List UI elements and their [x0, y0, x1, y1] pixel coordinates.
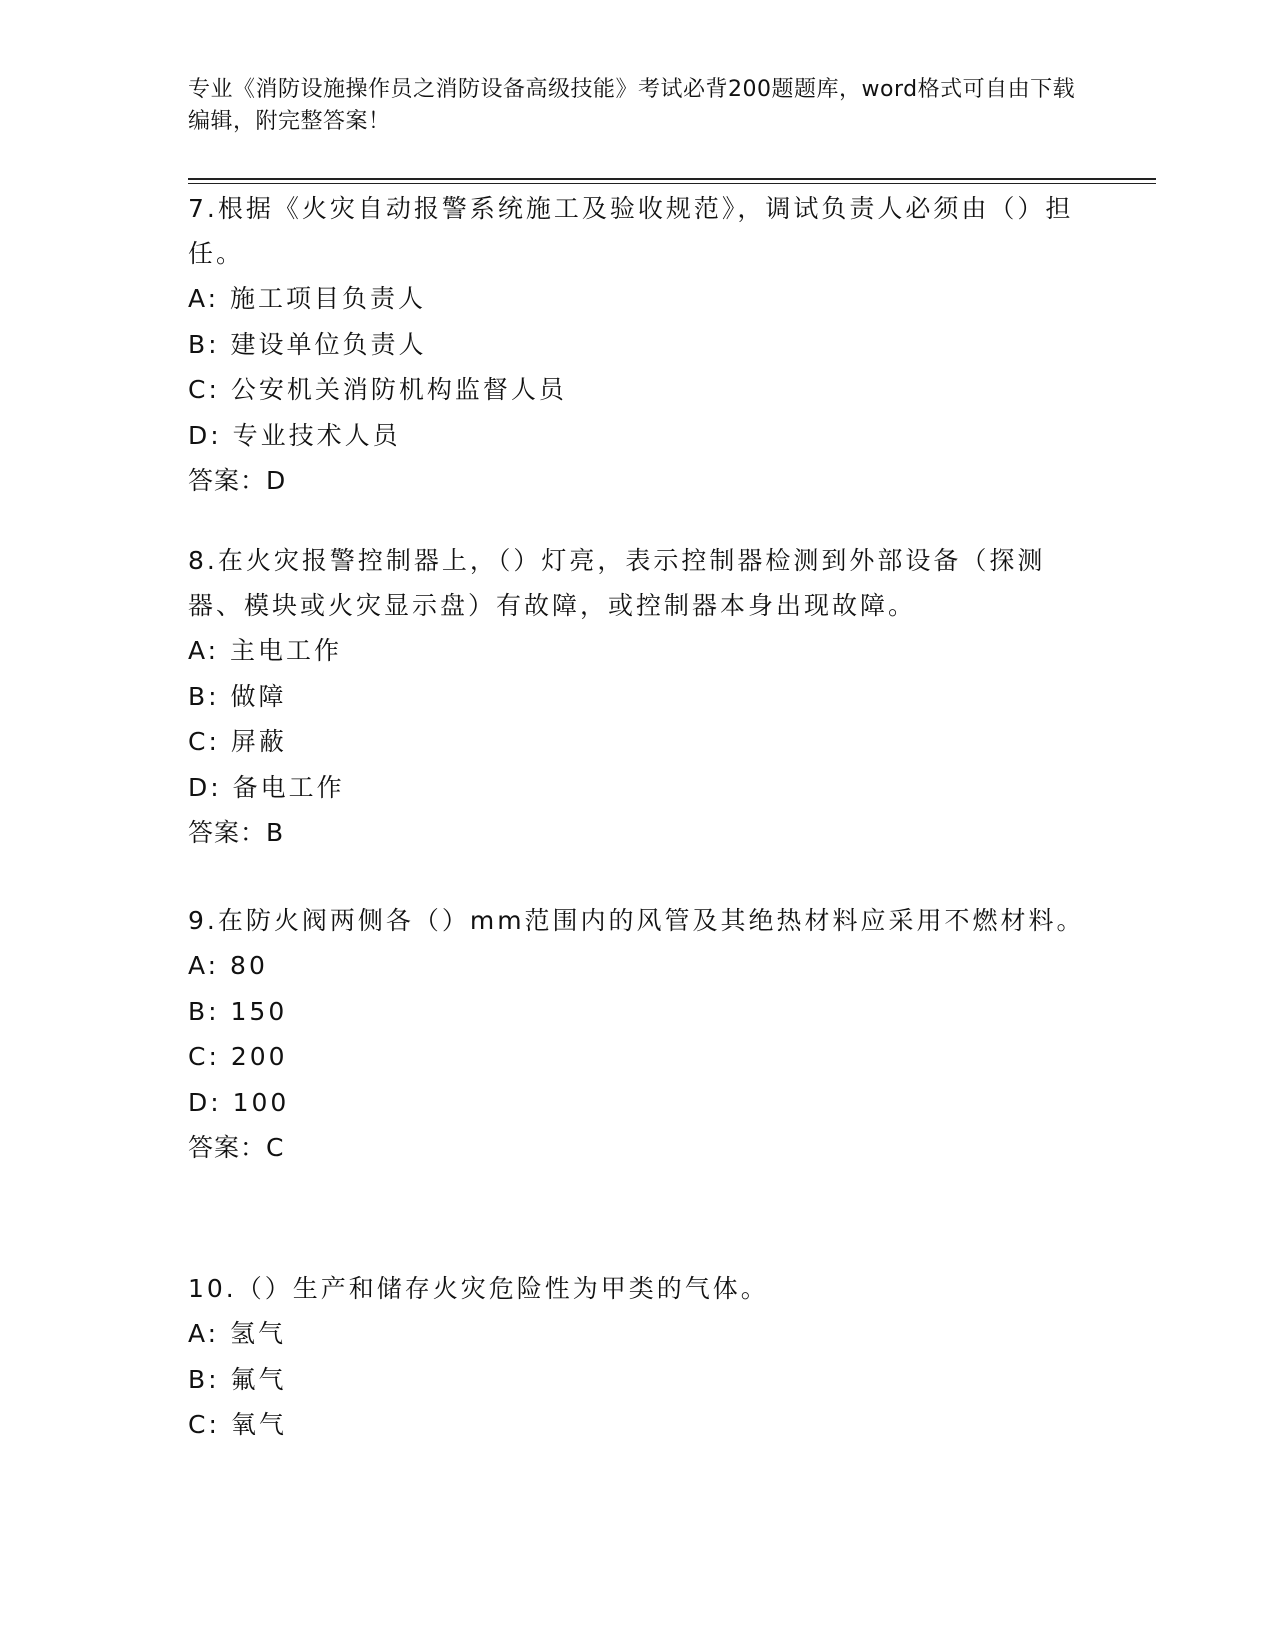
option-a: A: 氢气 [188, 1319, 287, 1348]
option-c: C: 氧气 [188, 1410, 287, 1439]
option-b: B: 氟气 [188, 1364, 287, 1394]
question-9 [188, 898, 1088, 1170]
question-10 [188, 1266, 1088, 1448]
option-c: C: 屏蔽 [188, 727, 287, 756]
option-c: C: 公安机关消防机构监督人员 [188, 375, 567, 404]
question-8 [188, 538, 1088, 855]
question-stem: 7.根据《火灾自动报警系统施工及验收规范》，调试负责人必须由（）担任。 [188, 194, 1074, 268]
question-stem: 10.（）生产和储存火灾危险性为甲类的气体。 [188, 1274, 769, 1303]
question-stem: 9.在防火阀两侧各（）mm范围内的风管及其绝热材料应采用不燃材料。 [188, 906, 1085, 935]
option-b: B: 建设单位负责人 [188, 329, 427, 359]
answer: 答案：B [188, 818, 285, 847]
option-d: D: 备电工作 [188, 772, 345, 802]
page-header: 专业《消防设施操作员之消防设备高级技能》考试必背200题题库，word格式可自由下载编辑，附完整答案！ [188, 77, 1076, 134]
option-c: C: 200 [188, 1042, 288, 1071]
answer: 答案：D [188, 466, 287, 495]
option-a: A: 80 [188, 951, 268, 980]
option-b: B: 150 [188, 996, 288, 1026]
question-7 [188, 186, 1088, 503]
header-divider-thin [188, 183, 1156, 184]
option-d: D: 专业技术人员 [188, 420, 401, 450]
option-a: A: 施工项目负责人 [188, 284, 427, 313]
question-stem: 8.在火灾报警控制器上，（）灯亮，表示控制器检测到外部设备（探测器、模块或火灾显示盘）有故障，或控制器本身出现故障。 [188, 546, 1046, 620]
option-d: D: 100 [188, 1087, 290, 1117]
answer: 答案：C [188, 1133, 285, 1162]
header-divider [188, 178, 1156, 180]
option-a: A: 主电工作 [188, 636, 343, 665]
option-b: B: 做障 [188, 681, 287, 711]
